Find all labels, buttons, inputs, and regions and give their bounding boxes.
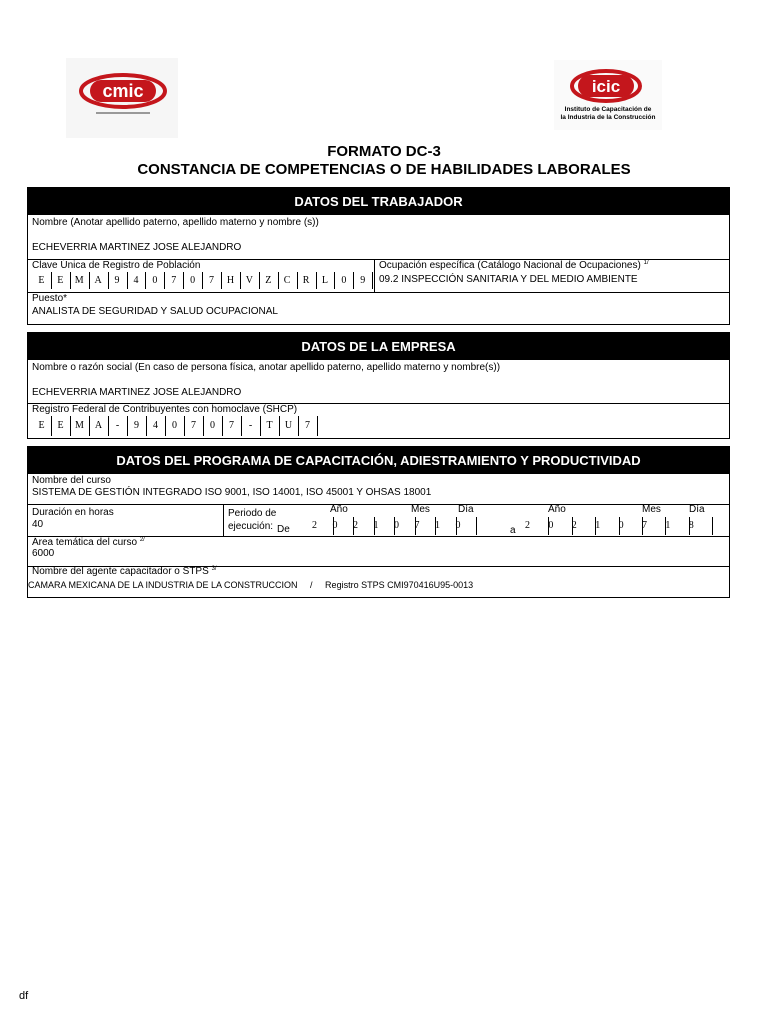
char-cell: 2 [525,520,530,531]
char-cell: 2 [571,520,577,531]
char-cell: 1 [595,520,601,531]
duracion-value: 40 [32,519,44,530]
rfc-label: Registro Federal de Contribuyentes con homoclave (SHCP) [32,404,298,415]
char-cell: M [75,420,84,431]
section-heading: DATOS DEL TRABAJADOR [28,188,729,215]
section-heading: DATOS DE LA EMPRESA [28,333,729,360]
char-cell: 0 [210,420,215,431]
char-cell: 0 [394,520,399,531]
puesto-value: ANALISTA DE SEGURIDAD Y SALUD OCUPACIONAL [32,306,278,317]
nombre-value: ECHEVERRIA MARTINEZ JOSE ALEJANDRO [32,242,242,253]
de-label: De [277,524,290,535]
char-cell: E [38,420,45,431]
char-cell: U [284,420,293,431]
fecha-fin-cells [525,517,720,535]
char-cell: V [245,275,253,286]
cmic-logo-graphic [66,58,178,138]
dia-label-inicio: Día [458,504,474,515]
rfc-cells [32,416,317,436]
section-empresa [27,332,730,439]
area-footnote: 2/ [139,537,145,543]
duracion-label: Duración en horas [32,507,114,518]
char-cell: A [94,420,103,431]
char-cell: L [321,275,328,286]
char-cell: 9 [114,275,120,286]
char-cell: 7 [414,520,420,531]
puesto-label: Puesto* [32,293,68,304]
nombre-label: Nombre (Anotar apellido paterno, apellido materno y nombre (s)) [32,217,319,228]
mes-label-inicio: Mes [411,504,430,515]
char-cell: 0 [332,520,338,531]
mes-label-fin: Mes [642,504,661,515]
periodo-label: Periodo de [228,508,277,519]
svg-text:icic: icic [591,77,621,96]
curso-label: Nombre del curso [32,475,111,486]
agente-footnote: 3/ [211,566,217,572]
char-cell: 4 [153,420,158,431]
icic-caption-2: la Industria de la Construcción [560,114,656,121]
razon-social-value: ECHEVERRIA MARTINEZ JOSE ALEJANDRO [32,387,242,398]
char-cell: 2 [353,520,358,531]
char-cell: 4 [133,275,139,286]
a-label: a [510,525,516,536]
char-cell: 7 [209,275,215,286]
agente-value: CAMARA MEXICANA DE LA INDUSTRIA DE LA CONSTRUCCION / Registro STPS CMI970416U95-0013 [28,580,474,590]
cell-divider [712,517,713,535]
anio-label-inicio: Año [330,504,348,515]
char-cell: 0 [455,520,461,531]
char-cell: 8 [688,520,694,531]
char-cell: - [115,420,120,431]
razon-social-label: Nombre o razón social (En caso de persona física, anotar apellido paterno, apellido materno y nombre(s)) [32,362,501,373]
curp-label: Clave Única de Registro de Población [32,260,201,271]
section-trabajador [27,187,730,325]
char-cell: 7 [171,275,177,286]
char-cell: 0 [172,420,177,431]
char-cell: 0 [152,275,158,286]
char-cell: 0 [190,275,196,286]
char-cell: R [302,275,310,286]
char-cell: E [57,275,64,286]
icic-caption-1: Instituto de Capacitación de [564,106,652,113]
char-cell: - [248,420,253,431]
char-cell: E [38,275,45,286]
section-programa [27,446,730,598]
fecha-inicio-cells [312,517,492,535]
char-cell: M [74,275,84,286]
section-heading: DATOS DEL PROGRAMA DE CAPACITACIÓN, ADIESTRAMIENTO Y PRODUCTIVIDAD [28,447,729,474]
cmic-logo [66,58,178,138]
char-cell: 7 [191,420,196,431]
curp-cells [32,272,372,289]
char-cell: 1 [373,520,379,531]
char-cell: 9 [360,275,366,286]
char-cell: 7 [229,420,234,431]
ocupacion-value: 09.2 INSPECCIÓN SANITARIA Y DEL MEDIO AMBIENTE [379,274,638,285]
ocupacion-footnote: 1/ [643,260,649,266]
cell-divider [317,416,318,436]
ocupacion-label: Ocupación específica (Catálogo Nacional de Ocupaciones) [379,260,641,271]
cell-divider [476,517,477,535]
agente-label: Nombre del agente capacitador o STPS [32,566,209,577]
char-cell: 1 [665,520,671,531]
svg-text:cmic: cmic [102,81,144,101]
char-cell: 0 [618,520,624,531]
char-cell: 0 [341,275,347,286]
char-cell: E [57,420,64,431]
char-cell: 9 [134,420,139,431]
char-cell: C [283,275,291,286]
form-subtitle: CONSTANCIA DE COMPETENCIAS O DE HABILIDADES LABORALES [137,161,631,178]
char-cell: 7 [305,420,310,431]
anio-label-fin: Año [548,504,566,515]
curso-value: SISTEMA DE GESTIÓN INTEGRADO ISO 9001, ISO 14001, ISO 45001 Y OHSAS 18001 [32,487,432,498]
periodo-label-2: ejecución: [228,521,274,532]
form-title: FORMATO DC-3 [327,143,441,160]
char-cell: 0 [548,520,554,531]
char-cell: 7 [642,520,647,531]
icic-logo [554,60,662,130]
area-label: Área temática del curso [32,537,138,548]
footer-text: df [19,990,29,1002]
char-cell: Z [265,275,272,286]
char-cell: A [94,275,102,286]
char-cell: H [226,275,235,286]
char-cell: T [266,420,273,431]
area-value: 6000 [32,548,55,559]
char-cell: 2 [312,520,317,531]
dia-label-fin: Día [689,504,705,515]
char-cell: 1 [435,520,440,531]
